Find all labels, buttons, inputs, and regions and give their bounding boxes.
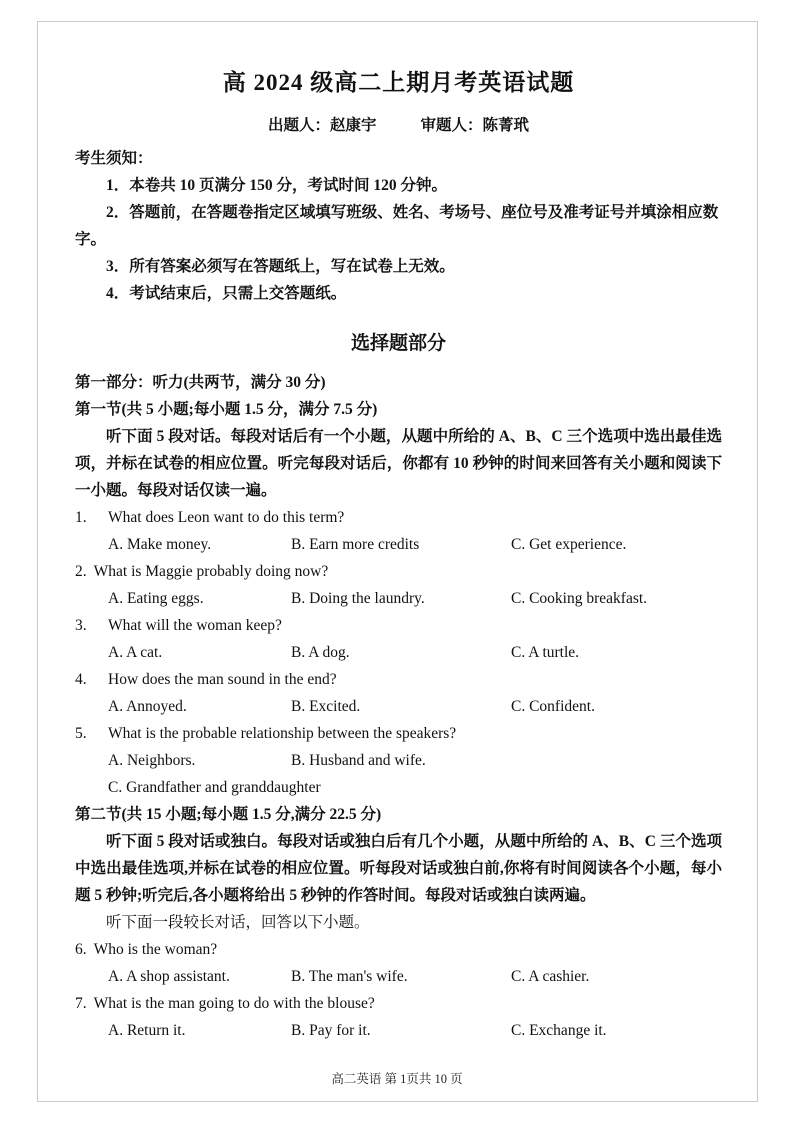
option-a: A. A cat. — [108, 644, 163, 661]
option-c: C. Grandfather and granddaughter — [108, 779, 321, 796]
option-a: A. A shop assistant. — [108, 968, 230, 985]
notice-item: 1．本卷共 10 页满分 150 分，考试时间 120 分钟。 — [106, 177, 448, 194]
option-c: C. A cashier. — [511, 968, 590, 985]
option-a: A. Eating eggs. — [108, 590, 204, 607]
part1-instructions: 听下面 5 段对话。每段对话后有一个小题，从题中所给的 A、B、C 三个选项中选出最佳选项，并标在试卷的相应位置。听完每段对话后，你都有 10 秒钟的时间来回答有关小题和阅读下一小题。每段对话仅读一遍。 — [75, 428, 722, 499]
option-a: A. Return it. — [108, 1022, 186, 1039]
section-title: 选择题部分 — [350, 333, 446, 354]
question-number: 2. — [75, 563, 87, 580]
question-text — [75, 504, 722, 531]
option-b: B. Excited. — [291, 698, 361, 715]
candidate-notice — [75, 145, 722, 307]
option-c: C. A turtle. — [511, 644, 580, 661]
question-number: 4. — [75, 671, 87, 688]
options-row — [75, 747, 722, 774]
question-number: 3. — [75, 617, 87, 634]
question-7 — [75, 990, 722, 1044]
option-c: C. Exchange it. — [511, 1022, 607, 1039]
question-stem: What is Maggie probably doing now? — [93, 563, 329, 580]
option-b: B. The man's wife. — [291, 968, 408, 985]
question-stem: What will the woman keep? — [108, 617, 282, 634]
question-4 — [75, 666, 722, 720]
byline — [75, 112, 722, 139]
question-stem: How does the man sound in the end? — [108, 671, 337, 688]
part1-heading: 第一部分：听力(共两节，满分 30 分) — [75, 374, 326, 391]
option-b: B. Doing the laundry. — [291, 590, 425, 607]
options-row — [75, 1017, 722, 1044]
page-title: 高 2024 级高二上期月考英语试题 — [222, 70, 575, 95]
question-number: 5. — [75, 725, 87, 742]
option-b: B. Husband and wife. — [291, 752, 426, 769]
question-text — [75, 612, 722, 639]
notice-item: 3．所有答案必须写在答题纸上，写在试卷上无效。 — [106, 258, 455, 275]
options-row — [75, 774, 722, 801]
question-stem: What is the man going to do with the blouse? — [93, 995, 375, 1012]
question-6 — [75, 936, 722, 990]
part2-heading: 第二节(共 15 小题;每小题 1.5 分,满分 22.5 分) — [75, 806, 382, 823]
notice-item: 4．考试结束后，只需上交答题纸。 — [106, 285, 347, 302]
options-row — [75, 531, 722, 558]
option-a: A. Neighbors. — [108, 752, 196, 769]
part2-instructions: 听下面 5 段对话或独白。每段对话或独白后有几个小题，从题中所给的 A、B、C 三个选项中选出最佳选项,并标在试卷的相应位置。听每段对话或独白前,你将有时间阅读各个小题，每小题 5 秒钟;听完后,各小题将给出 5 秒钟的作答时间。每段对话或独白读两遍。 — [75, 833, 722, 904]
option-b: B. Earn more credits — [291, 536, 420, 553]
question-number: 1. — [75, 509, 87, 526]
question-5 — [75, 720, 722, 801]
options-row — [75, 639, 722, 666]
options-row — [75, 585, 722, 612]
question-stem: What is the probable relationship between the speakers? — [108, 725, 457, 742]
option-b: B. A dog. — [291, 644, 350, 661]
part1-subheading: 第一节(共 5 小题;每小题 1.5 分，满分 7.5 分) — [75, 401, 378, 418]
notice-item: 2．答题前，在答题卷指定区域填写班级、姓名、考场号、座位号及准考证号并填涂相应数字。 — [75, 204, 719, 248]
question-text — [75, 558, 722, 585]
notice-heading: 考生须知： — [75, 150, 153, 167]
page-content — [75, 60, 722, 1044]
question-text — [75, 936, 722, 963]
question-stem: What does Leon want to do this term? — [108, 509, 345, 526]
option-c: C. Cooking breakfast. — [511, 590, 648, 607]
exam-setter: 出题人：赵康宇 — [267, 117, 377, 134]
question-2 — [75, 558, 722, 612]
question-1 — [75, 504, 722, 558]
option-c: C. Get experience. — [511, 536, 627, 553]
question-text — [75, 990, 722, 1017]
question-number: 7. — [75, 995, 87, 1012]
question-stem: Who is the woman? — [93, 941, 218, 958]
exam-reviewer: 审题人：陈菁玳 — [420, 117, 530, 134]
question-number: 6. — [75, 941, 87, 958]
question-text — [75, 720, 722, 747]
option-a: A. Make money. — [108, 536, 212, 553]
option-c: C. Confident. — [511, 698, 595, 715]
question-text — [75, 666, 722, 693]
question-3 — [75, 612, 722, 666]
page-footer: 高二英语 第 1页共 10 页 — [331, 1072, 463, 1086]
option-b: B. Pay for it. — [291, 1022, 371, 1039]
option-a: A. Annoyed. — [108, 698, 187, 715]
options-row — [75, 693, 722, 720]
part2-dialog-note: 听下面一段较长对话，回答以下小题。 — [106, 914, 370, 931]
options-row — [75, 963, 722, 990]
